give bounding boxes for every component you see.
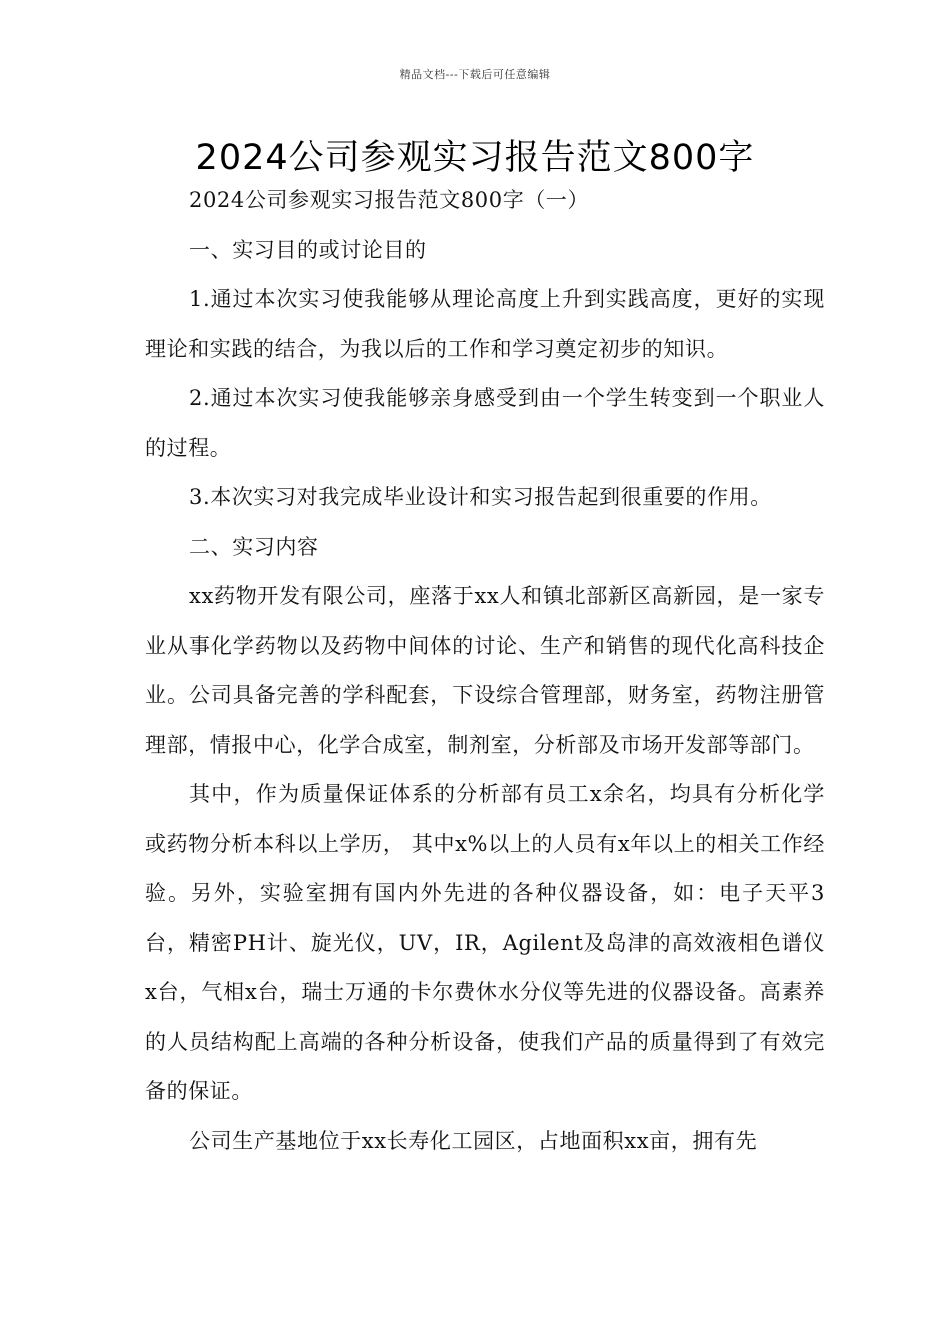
section-heading-purpose: 一、实习目的或讨论目的: [189, 237, 427, 262]
section-heading-content: 二、实习内容: [189, 534, 319, 559]
header-note: 精品文档---下载后可任意编辑: [399, 68, 551, 81]
production-base-paragraph: 公司生产基地位于xx长寿化工园区，占地面积xx亩，拥有先: [189, 1128, 758, 1153]
analysis-dept-paragraph: 其中，作为质量保证体系的分析部有员工x余名，均具有分析化学或药物分析本科以上学历， 其中x%以上的人员有x年以上的相关工作经验。另外，实验室拥有国内外先进的各种仪器设备，如：电子天平3台，精密PH计、旋光仪，UV，IR，Agilent及岛津的高效液相色谱仪x台，气相x台，瑞士万通的卡尔费休水分仪等先进的仪器设备。高素养的人员结构配上高端的各种分析设备，使我们产品的质量得到了有效完备的保证。: [145, 782, 825, 1103]
document-title: 2024公司参观实习报告范文800字: [195, 138, 755, 178]
subtitle-paragraph: 2024公司参观实习报告范文800字（一）: [189, 188, 590, 212]
purpose-item-1: 1.通过本次实习使我能够从理论高度上升到实践高度，更好的实现理论和实践的结合，为我以后的工作和学习奠定初步的知识。: [145, 287, 825, 361]
document-body: [145, 176, 825, 1166]
company-intro-paragraph: xx药物开发有限公司，座落于xx人和镇北部新区高新园，是一家专业从事化学药物以及药物中间体的讨论、生产和销售的现代化高科技企业。公司具备完善的学科配套，下设综合管理部，财务室，药物注册管理部，情报中心，化学合成室，制剂室，分析部及市场开发部等部门。: [145, 584, 825, 757]
purpose-item-3: 3.本次实习对我完成毕业设计和实习报告起到很重要的作用。: [189, 485, 772, 509]
purpose-item-2: 2.通过本次实习使我能够亲身感受到由一个学生转变到一个职业人的过程。: [145, 386, 825, 460]
